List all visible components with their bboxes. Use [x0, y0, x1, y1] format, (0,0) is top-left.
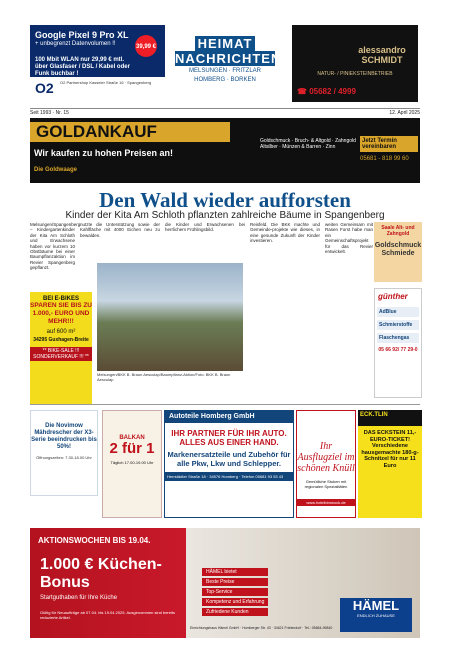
eckstein-ad[interactable] — [358, 410, 422, 518]
haemel-start: Startguthaben für Ihre Küche — [40, 595, 118, 601]
autoteile-homberg-ad[interactable] — [164, 410, 294, 518]
benefit-pill: Top-Service — [202, 588, 268, 596]
o2-ad-title: Google Pixel 9 Pro XL — [35, 30, 129, 40]
masthead-sub1: MELSUNGEN · FRITZLAR — [188, 68, 261, 74]
issue-date: 12. April 2025 — [389, 110, 420, 116]
appointment-button[interactable]: Jetzt Termin vereinbaren — [360, 136, 418, 152]
benefit-pill: HÄMEL bietet — [202, 568, 268, 576]
photo-caption: Melsungen/BKK B. Braun Aesculap/Baumpflanz-Aktion/Foto: BKK B. Braun Aesculap — [97, 372, 231, 382]
autoteile-header: Autoteile Homberg GmbH — [165, 411, 293, 423]
benefit-pill: Kompetenz und Erfahrung — [202, 598, 268, 606]
price-badge: 39,99 € — [135, 35, 157, 57]
autoteile-address: Herrstädter Straße 18 · 34576 Homberg · Telefon 05681 93 53 43 — [165, 472, 293, 481]
haemel-bonus: 1.000 € Küchen-Bonus — [40, 556, 162, 591]
article-column-2: nutzte die Unterstützung sowie der Kahlfläche mit 4000 Eichen neu zu bewalden. — [80, 222, 160, 238]
goldankauf-title: GOLDANKAUF — [30, 122, 230, 142]
masthead-sub2: HOMBERG · BORKEN — [194, 77, 256, 83]
guenther-item: Schmierstoffe — [377, 320, 419, 330]
ebike-offer: SPAREN SIE BIS ZU 1.000,- EURO UND MEHR!!! — [30, 302, 93, 325]
balkan-offer: 2 für 1 — [109, 440, 155, 457]
ausflug-title: Ihr Ausflugziel im schönen Knüll — [297, 441, 355, 474]
eckstein-logo: ECK.TLIN — [358, 410, 422, 426]
haemel-benefits — [202, 568, 268, 618]
phone-icon: ☎ — [297, 87, 310, 96]
ausflug-url[interactable]: www.hotelbimwock.de — [297, 499, 355, 506]
goldankauf-ad[interactable] — [30, 118, 420, 183]
haemel-logo: HÄMEL ENDLICH ZUHAUSE — [340, 598, 412, 632]
ebike-ad[interactable] — [30, 292, 92, 404]
novum-hours: Öffnungszeiten: 7.30-18.00 Uhr — [36, 455, 92, 460]
ebike-area: auf 600 m² — [46, 329, 76, 335]
article-column-5: weiten Gemeinsam mit Rasen Forst habe man ein Gemeinschaftsprojekt für das Revier entwickelt. — [325, 222, 373, 255]
schmidt-phone: ☎ 05682 / 4999 — [297, 87, 356, 96]
balkan-times: Täglich 17.00-19.00 Uhr — [110, 460, 154, 465]
guenther-item: AdBlue — [377, 307, 419, 317]
goldankauf-categories: Goldschmuck · Bruch- & Altgold · Zahngold Altsilber · Münzen & Barren · Zinn — [260, 138, 356, 150]
haemel-terms: Gültig für Neuaufträge ab 07.04. bis 19.04.2025. Ausgenommen sind bereits reduzierte Artikel. — [40, 610, 175, 620]
guenther-phone: 05 66 92/ 77 29-0 — [378, 347, 418, 353]
o2-ad[interactable] — [30, 25, 165, 97]
goldankauf-contact — [360, 122, 418, 162]
article-subheadline: Kinder der Kita Am Schloth pflanzten zahlreiche Bäume in Spangenberg — [65, 210, 385, 221]
balkan-name: BALKAN — [119, 435, 145, 441]
ebike-headline: BEI E-BIKES — [42, 296, 79, 302]
haemel-ad[interactable] — [30, 528, 420, 638]
o2-logo: O2 — [35, 80, 54, 96]
goldankauf-brand: Die Goldwaage — [34, 167, 78, 173]
section-divider — [30, 404, 420, 405]
schmidt-ad[interactable] — [292, 25, 418, 102]
article-column-4: Reisfeld. Die BKK machte und Gemeinde-projekte wie dieses, in eine gesunde Zukunft der Kinder investieren. — [250, 222, 320, 244]
issue-number: Seit 1993 · Nr. 15 — [30, 110, 69, 116]
autoteile-services: Markenersatzteile und Zubehör für alle Pkw, Lkw und Schlepper. — [167, 450, 291, 468]
gold-schmiede-title: Saale Alt- und Zahngold — [381, 225, 415, 237]
article-column-1: Melsungen/Spangenberg – Kindergartenkinder der Kita Am Schloth und Erwachsene haben vor kurzem 10 Obstbäume bei einer Baumpflanzaktion im Revier Spangenberg gepflanzt. — [30, 222, 81, 271]
ausflug-text: Gemütliche Stuben mit regionalen Spezialitäten — [304, 479, 348, 489]
novum-ad[interactable] — [30, 410, 98, 496]
o2-ad-subtitle: + unbegrenzt Datenvolumen !! — [35, 41, 116, 47]
o2-ad-offer: 100 Mbit WLAN nur 29,99 € mtl. über Glasfaser / DSL / Kabel oder Funk buchbar ! — [35, 57, 130, 77]
gold-schmiede-name: Goldschmuck Schmiede — [374, 242, 422, 257]
guenther-logo: günther — [378, 292, 408, 301]
eckstein-offer: DAS ECKSTEIN 11,- EURO-TICKET! Verschiedene hausgemachte 180-g-Schnitzel für nur 11 Euro — [361, 430, 419, 469]
o2-address: O2 Partnershop Kasseler Straße 16 · Spangenberg — [60, 80, 152, 85]
masthead-line2: NACHRICHTEN — [175, 51, 282, 66]
schmidt-line: NATUR- / PINIEKSTEINBETRIEB — [317, 71, 393, 77]
gold-schmiede-ad[interactable] — [374, 222, 422, 282]
benefit-pill: Beste Preise — [202, 578, 268, 586]
ebike-sale: ** BIKE-SALE !!! SONDERVERKAUF !!! ** — [30, 347, 92, 361]
article-column-3: die Kinder und Erwachsenen bei herrlichem Frühlingsbild. — [165, 222, 245, 233]
hotel-ausflug-ad[interactable] — [296, 410, 356, 518]
article-photo — [97, 263, 243, 371]
masthead — [175, 22, 282, 100]
goldankauf-slogan: Wir kaufen zu hohen Preisen an! — [34, 148, 173, 158]
guenther-item: Flaschengas — [377, 333, 419, 343]
o2-ad-footer — [30, 77, 165, 97]
haemel-address: Einrichtungshaus Hämel GmbH · Homberger Str. 43 · 34621 Frielendorf · Tel.: 05684-99840 — [190, 626, 333, 630]
schmidt-name: alessandro SCHMIDT — [358, 45, 406, 65]
balkan-ad[interactable] — [102, 410, 162, 518]
guenther-ad[interactable] — [374, 288, 422, 398]
goldankauf-phone: 05681 - 818 99 60 — [360, 156, 409, 162]
autoteile-slogan: IHR PARTNER FÜR IHR AUTO. ALLES AUS EINER HAND. — [171, 429, 287, 447]
article-headline: Den Wald wieder aufforsten — [99, 188, 351, 212]
haemel-week: AKTIONSWOCHEN BIS 19.04. — [38, 536, 151, 545]
masthead-line1: HEIMAT — [195, 36, 255, 51]
issue-bar — [30, 108, 420, 116]
benefit-pill: Zufriedene Kunden — [202, 608, 268, 616]
novum-title: Die Novimow Mähdrescher der X3-Serie beeindrucken bis 50%! — [31, 423, 97, 450]
ebike-address: 34295 Guxhagen-Breite — [33, 337, 89, 343]
